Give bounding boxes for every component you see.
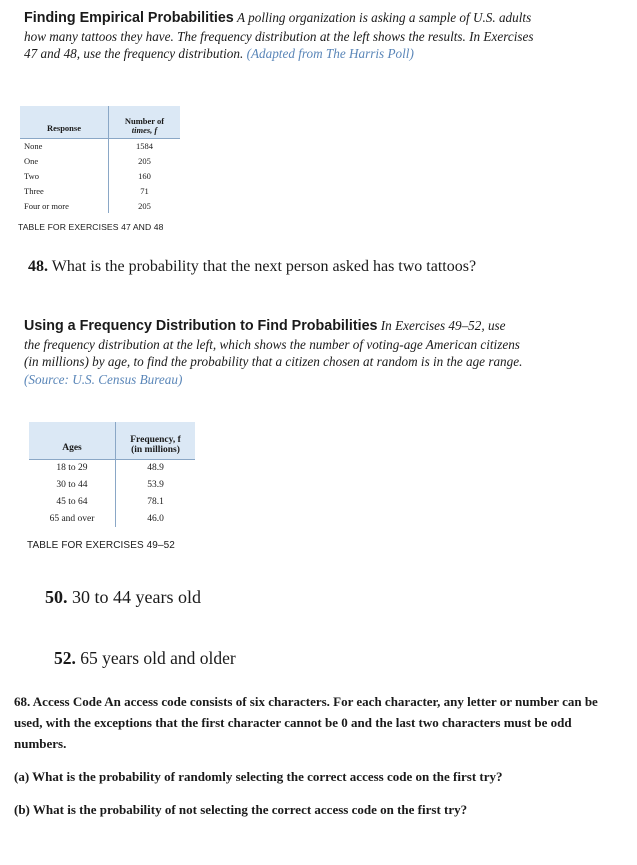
- table-row-label: One: [24, 155, 39, 166]
- table-header-frequency-millions: [116, 422, 196, 459]
- table-header-frequency: [109, 106, 181, 138]
- table-row-label: Three: [24, 185, 44, 196]
- exercise-68-part-b: (b) What is the probability of not selecting the correct access code on the first try?: [14, 802, 468, 817]
- table-row-label: 30 to 44: [56, 479, 88, 490]
- exercise-50-number: 50.: [45, 587, 68, 607]
- exercise-68-text: 68. Access Code An access code consists of six characters. For each character, any letter or number can be used, with the exceptions that the first character cannot be 0 and the last two characters must be odd numbers.: [14, 694, 598, 751]
- exercise-48-number: 48.: [28, 258, 48, 275]
- table-row-value: 1584: [109, 138, 181, 153]
- table-row-value: 205: [109, 198, 181, 213]
- exercise-52-text: 65 years old and older: [80, 648, 236, 668]
- exercise-52: [54, 648, 236, 669]
- table-header-frequency-millions-line2: (in millions): [131, 445, 180, 456]
- exercise-50: [45, 587, 201, 608]
- section-3: [0, 625, 637, 865]
- section-2-intro: In Exercises 49–52, use the frequency distribution at the left, which shows the number of voting-age American citizens (in millions) by age, to find the probability that a citizen chosen at random is in the age range.: [24, 318, 523, 369]
- table-row-value: 71: [109, 183, 181, 198]
- section-2-source: (Source: U.S. Census Bureau): [24, 371, 183, 387]
- section-2-heading: Using a Frequency Distribution to Find Probabilities: [24, 318, 378, 334]
- table-header-response: Response: [20, 106, 109, 138]
- section-1-heading: Finding Empirical Probabilities: [24, 10, 234, 26]
- table-row-label: Four or more: [24, 200, 69, 211]
- table-row-value: 78.1: [116, 493, 196, 510]
- table-row-value: 48.9: [116, 459, 196, 476]
- section-2-paragraph: [24, 317, 524, 388]
- section-1-intro: A polling organization is asking a sample of U.S. adults how many tattoos they have. The frequency distribution at the left shows the results. In Exercises 47 and 48, use the frequency distribution.: [24, 10, 534, 62]
- table-header-ages: Ages: [29, 422, 116, 459]
- exercise-48: [28, 258, 476, 276]
- age-frequency-table: [29, 422, 195, 527]
- exercise-48-text: What is the probability that the next person asked has two tattoos?: [51, 258, 477, 275]
- section-1-paragraph: [24, 9, 544, 63]
- table-row-label: 45 to 64: [56, 496, 88, 507]
- table-caption-47-48: TABLE FOR EXERCISES 47 AND 48: [18, 222, 164, 232]
- table-header-frequency-millions-line1: Frequency, f: [130, 434, 181, 445]
- exercise-50-text: 30 to 44 years old: [72, 587, 201, 607]
- table-row-value: 53.9: [116, 476, 196, 493]
- table-row-label: 18 to 29: [56, 462, 88, 473]
- table-row-label: 65 and over: [49, 513, 95, 524]
- tattoo-frequency-table: [20, 106, 180, 213]
- table-row-value: 46.0: [116, 510, 196, 527]
- table-row-label: Two: [24, 170, 39, 181]
- table-row-value: 160: [109, 168, 181, 183]
- section-1-source: (Adapted from The Harris Poll): [246, 46, 414, 62]
- exercise-52-number: 52.: [54, 648, 76, 668]
- table-header-frequency-line1: Number of: [124, 115, 165, 126]
- section-2: [0, 300, 637, 625]
- table-row-value: 205: [109, 153, 181, 168]
- exercise-68-part-a: (a) What is the probability of randomly selecting the correct access code on the first try?: [14, 769, 503, 784]
- table-row-label: None: [24, 140, 43, 151]
- table-caption-49-52: TABLE FOR EXERCISES 49–52: [27, 540, 175, 551]
- section-1: [0, 0, 637, 300]
- table-header-frequency-line2: times, f: [131, 125, 158, 136]
